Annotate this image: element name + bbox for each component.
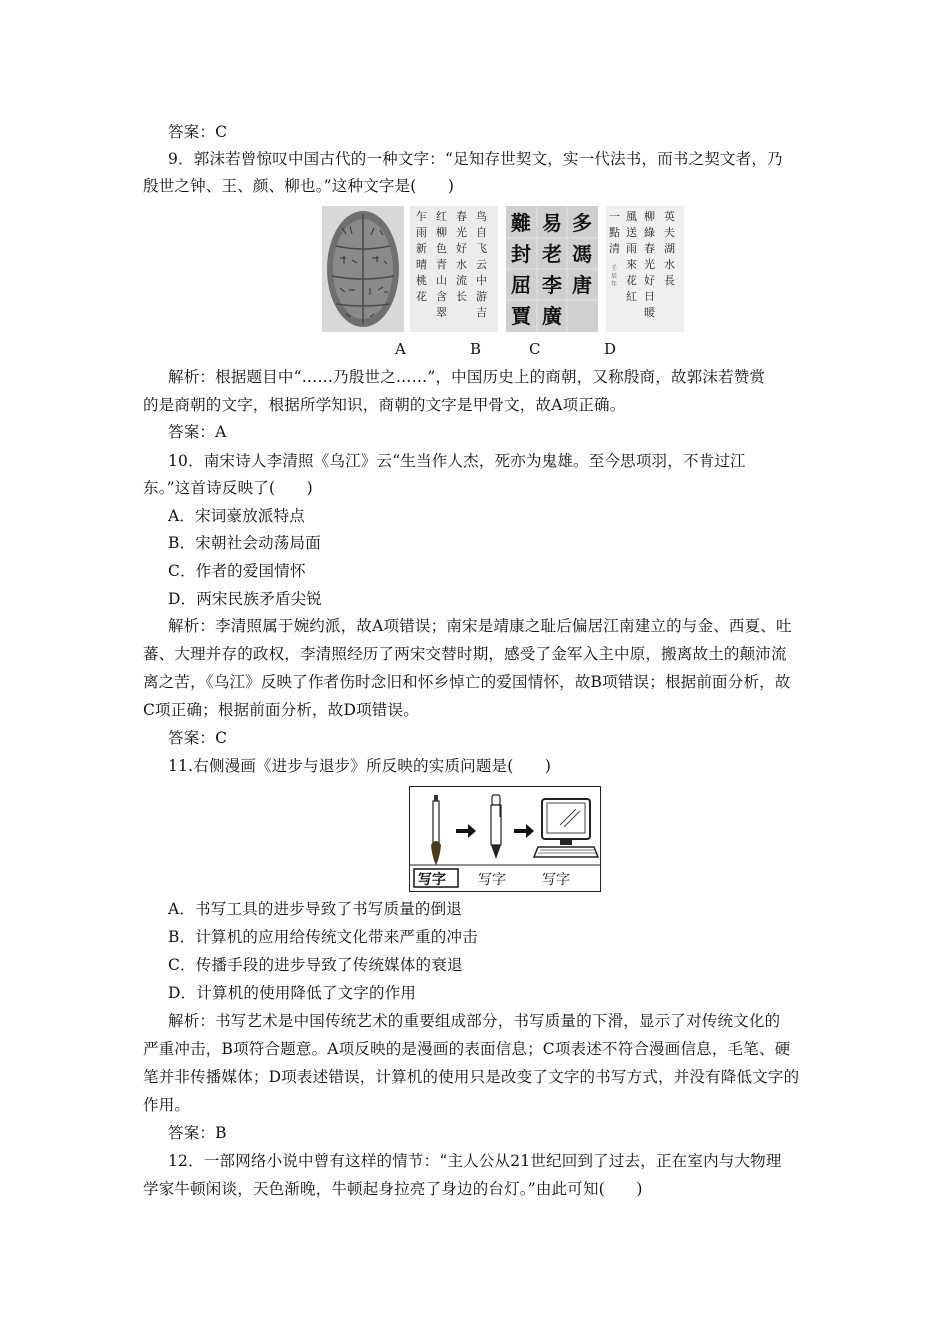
svg-text:好: 好 <box>456 242 467 255</box>
svg-text:清: 清 <box>609 242 620 255</box>
analysis-10-line1: 解析：李清照属于婉约派，故A项错误；南宋是靖康之耻后偏居江南建立的与金、西夏、吐 <box>168 617 792 635</box>
svg-text:长: 长 <box>456 290 467 303</box>
pen-icon <box>491 795 501 859</box>
question-12-line2: 学家牛顿闲谈，天色渐晚，牛顿起身拉亮了身边的台灯。”由此可知( ) <box>143 1180 643 1198</box>
answer-11: 答案：B <box>168 1124 227 1142</box>
question-12-line1: 12．一部网络小说中曾有这样的情节：“主人公从21世纪回到了过去，正在室内与大物理 <box>168 1152 782 1170</box>
svg-text:長: 長 <box>664 274 675 287</box>
svg-text:雨: 雨 <box>416 226 427 239</box>
computer-icon <box>534 799 598 857</box>
cursive-script-image <box>606 206 684 332</box>
svg-text:乍: 乍 <box>416 210 427 223</box>
label-d: D <box>604 340 617 358</box>
svg-text:山: 山 <box>436 274 447 287</box>
svg-text:來: 來 <box>626 258 637 271</box>
svg-text:青: 青 <box>436 258 447 271</box>
answer-10: 答案：C <box>168 729 228 747</box>
svg-text:暖: 暖 <box>644 306 655 319</box>
question-10-line2: 东。”这首诗反映了( ) <box>143 479 313 497</box>
svg-text:點: 點 <box>609 226 620 239</box>
svg-text:封: 封 <box>511 242 531 266</box>
analysis-11-line1: 解析：书写艺术是中国传统艺术的重要组成部分，书写质量的下滑，显示了对传统文化的 <box>168 1012 781 1030</box>
question-11: 11.右侧漫画《进步与退步》所反映的实质问题是( ) <box>168 757 552 775</box>
svg-text:柳: 柳 <box>644 210 655 223</box>
analysis-9-line1: 解析：根据题目中“……乃殷世之……”，中国历史上的商朝，又称殷商，故郭沫若赞赏 <box>168 368 766 386</box>
svg-text:廣: 廣 <box>542 304 562 328</box>
svg-text:水: 水 <box>664 258 675 271</box>
running-script-image <box>410 206 498 332</box>
label-b: B <box>470 340 482 358</box>
svg-text:新: 新 <box>416 242 427 255</box>
svg-text:光: 光 <box>456 226 467 239</box>
svg-text:壬: 壬 <box>611 265 618 272</box>
svg-text:屈: 屈 <box>511 273 531 297</box>
option-10c: C．作者的爱国情怀 <box>168 562 306 580</box>
svg-text:云: 云 <box>476 258 487 271</box>
svg-text:唐: 唐 <box>572 273 592 297</box>
analysis-9-line2: 的是商朝的文字，根据所学知识，商朝的文字是甲骨文，故A项正确。 <box>143 396 626 414</box>
analysis-10-line3: 离之苦，《乌江》反映了作者伤时念旧和怀乡悼亡的爱国情怀，故B项错误；根据前面分析，故 <box>143 673 791 691</box>
option-11d: D．计算机的使用降低了文字的作用 <box>168 984 417 1002</box>
option-10a: A．宋词豪放派特点 <box>168 507 305 525</box>
svg-text:送: 送 <box>626 226 637 239</box>
svg-text:雨: 雨 <box>626 242 637 255</box>
brush-icon <box>431 795 441 865</box>
figure-option-labels <box>0 340 950 360</box>
svg-text:好: 好 <box>644 274 655 287</box>
option-10b: B．宋朝社会动荡局面 <box>168 534 321 552</box>
svg-text:一: 一 <box>609 210 620 223</box>
question-9-line2: 殷世之钟、王、颜、柳也。”这种文字是( ) <box>143 177 455 195</box>
question-9-line1: 9．郭沫若曾惊叹中国古代的一种文字：“足知存世契文，实一代法书，而书之契文者，乃 <box>168 150 783 168</box>
svg-text:色: 色 <box>436 242 447 255</box>
svg-text:英: 英 <box>664 210 675 223</box>
svg-text:飞: 飞 <box>476 242 487 255</box>
svg-text:自: 自 <box>476 226 487 239</box>
svg-text:多: 多 <box>572 211 592 235</box>
svg-text:辰: 辰 <box>611 273 618 280</box>
svg-text:流: 流 <box>456 274 467 287</box>
analysis-11-line2: 严重冲击，B项符合题意。A项反映的是漫画的表面信息；C项表述不符合漫画信息，毛笔、硬 <box>143 1040 791 1058</box>
analysis-10-line4: C项正确；根据前面分析，故D项错误。 <box>143 701 419 719</box>
svg-text:红: 红 <box>436 210 447 223</box>
svg-text:綠: 綠 <box>644 226 655 239</box>
cartoon-label-computer: 写字 <box>542 872 570 888</box>
svg-text:年: 年 <box>611 281 618 288</box>
svg-text:中: 中 <box>476 274 487 287</box>
calligraphy-figure <box>322 206 684 334</box>
svg-text:含: 含 <box>436 290 447 303</box>
svg-text:紅: 紅 <box>626 290 637 303</box>
svg-text:賈: 賈 <box>511 304 531 328</box>
svg-text:老: 老 <box>542 242 562 266</box>
svg-text:湖: 湖 <box>664 242 675 255</box>
svg-text:光: 光 <box>644 258 655 271</box>
cartoon-figure <box>409 786 601 892</box>
svg-text:易: 易 <box>542 211 562 235</box>
question-10-line1: 10．南宋诗人李清照《乌江》云“生当作人杰，死亦为鬼雄。至今思项羽，不肯过江 <box>168 452 746 470</box>
svg-text:日: 日 <box>644 290 655 303</box>
svg-text:夫: 夫 <box>664 226 675 239</box>
option-11c: C．传播手段的进步导致了传统媒体的衰退 <box>168 956 463 974</box>
svg-text:游: 游 <box>476 290 487 303</box>
analysis-10-line2: 蕃、大理并存的政权，李清照经历了两宋交替时期，感受了金军入主中原，搬离故土的颠沛流 <box>143 645 787 663</box>
svg-text:李: 李 <box>542 273 562 297</box>
oracle-bone-image <box>322 206 404 332</box>
svg-text:馮: 馮 <box>572 242 592 266</box>
svg-text:花: 花 <box>416 290 427 303</box>
regular-script-image <box>506 206 598 332</box>
svg-text:花: 花 <box>626 274 637 287</box>
svg-text:難: 難 <box>511 211 531 235</box>
svg-text:晴: 晴 <box>416 258 427 271</box>
svg-text:鸟: 鸟 <box>476 210 487 223</box>
svg-text:桃: 桃 <box>416 274 427 287</box>
svg-text:春: 春 <box>456 210 467 223</box>
label-c: C <box>529 340 541 358</box>
svg-text:吉: 吉 <box>476 306 487 319</box>
svg-text:翠: 翠 <box>436 306 447 319</box>
answer-9: 答案：A <box>168 423 227 441</box>
option-11b: B．计算机的应用给传统文化带来严重的冲击 <box>168 928 478 946</box>
svg-text:水: 水 <box>456 258 467 271</box>
svg-text:風: 風 <box>626 210 637 223</box>
analysis-11-line3: 笔并非传播媒体；D项表述错误，计算机的使用只是改变了文字的书写方式，并没有降低文字的 <box>143 1068 800 1086</box>
analysis-11-line4: 作用。 <box>143 1096 191 1114</box>
cartoon-label-brush: 写字 <box>418 872 446 888</box>
cartoon-label-pen: 写字 <box>478 872 506 888</box>
label-a: A <box>395 340 406 358</box>
option-10d: D．两宋民族矛盾尖锐 <box>168 590 322 608</box>
svg-text:柳: 柳 <box>436 226 447 239</box>
option-11a: A．书写工具的进步导致了书写质量的倒退 <box>168 900 462 918</box>
svg-text:春: 春 <box>644 242 655 255</box>
answer-8: 答案：C <box>168 123 228 141</box>
